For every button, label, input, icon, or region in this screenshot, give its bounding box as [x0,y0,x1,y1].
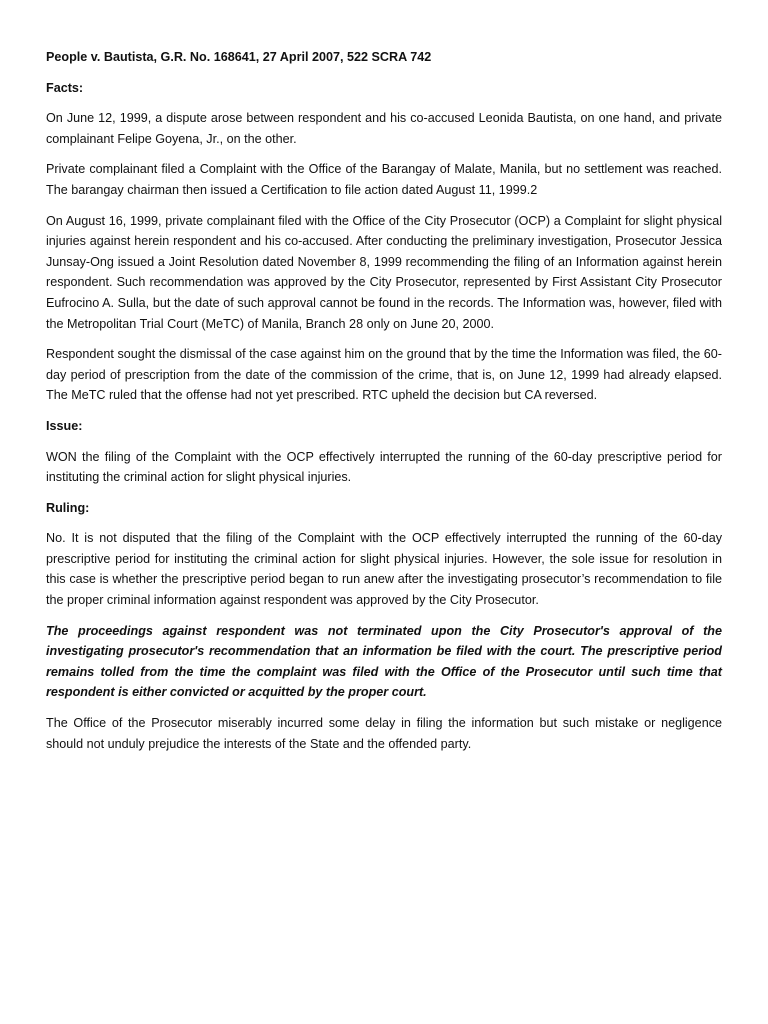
facts-paragraph-4: Respondent sought the dismissal of the case against him on the ground that by the time the Information was filed, the 60-day period of prescription from the date of the commission of the crime, that is, on June 12, 1999 had already elapsed. The MeTC ruled that the offense had not yet prescribed. RTC upheld the decision but CA reversed. [46,347,722,403]
issue-heading: Issue: [46,418,83,433]
facts-paragraph-3: On August 16, 1999, private complainant filed with the Office of the City Prosecutor (OCP) a Complaint for slight physical injuries against herein respondent and his co-accused. After conducting the preliminary investigation, Prosecutor Jessica Junsay-Ong issued a Joint Resolution dated November 8, 1999 recommending the filing of an Information against herein respondent. Such recommendation was approved by the City Prosecutor, represented by First Assistant City Prosecutor Eufrocino A. Sulla, but the date of such approval cannot be found in the records. The Information was, however, filed with the Metropolitan Trial Court (MeTC) of Manila, Branch 28 only on June 20, 2000. [46,213,722,331]
facts-paragraph-1: On June 12, 1999, a dispute arose between respondent and his co-accused Leonida Bautista, on one hand, and private complainant Felipe Goyena, Jr., on the other. [46,111,722,146]
ruling-heading: Ruling: [46,500,90,515]
case-title: People v. Bautista, G.R. No. 168641, 27 April 2007, 522 SCRA 742 [46,50,432,64]
document-page [46,47,722,764]
ruling-paragraph-1: No. It is not disputed that the filing of the Complaint with the OCP effectively interrupted the running of the 60-day prescriptive period for instituting the criminal action for slight physical injuries. However, the sole issue for resolution in this case is whether the prescriptive period began to run anew after the investigating prosecutor’s recommendation to file the proper criminal information against respondent was approved by the City Prosecutor. [46,531,722,608]
facts-paragraph-2: Private complainant filed a Complaint with the Office of the Barangay of Malate, Manila, but no settlement was reached. The barangay chairman then issued a Certification to file action dated August 11, 1999.2 [46,162,722,197]
ruling-paragraph-3: The Office of the Prosecutor miserably incurred some delay in filing the information but such mistake or negligence should not unduly prejudice the interests of the State and the offended party. [46,716,722,751]
facts-heading: Facts: [46,80,84,95]
issue-paragraph: WON the filing of the Complaint with the OCP effectively interrupted the running of the 60-day prescriptive period for instituting the criminal action for slight physical injuries. [46,449,722,485]
ruling-emphasis-paragraph: The proceedings against respondent was not terminated upon the City Prosecutor's approval of the investigating prosecutor's recommendation that an information be filed with the court. The prescriptive period remains tolled from the time the complaint was filed with the Office of the Prosecutor until such time that respondent is either convicted or acquitted by the proper court. [46,623,722,700]
